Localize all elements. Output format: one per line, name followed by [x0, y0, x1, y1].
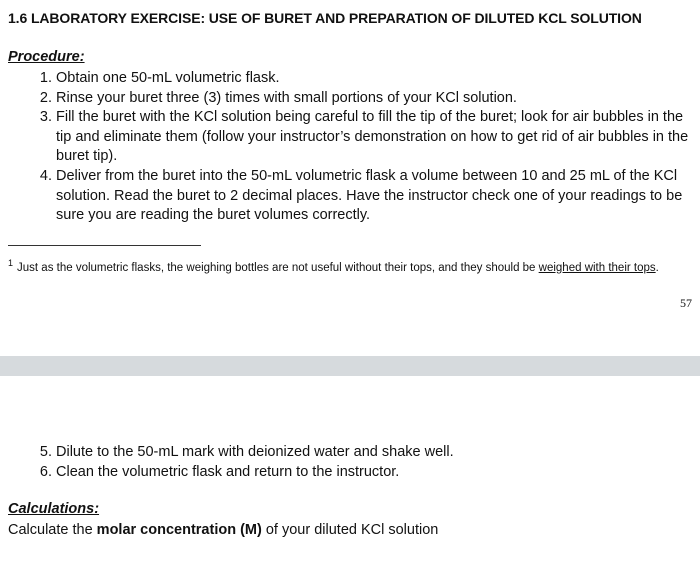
- footnote: [8, 255, 690, 276]
- procedure-list: [0, 69, 696, 226]
- procedure-heading: Procedure:: [8, 49, 85, 65]
- exercise-title: 1.6 LABORATORY EXERCISE: USE OF BURET AND PREPARATION OF DILUTED KCL SOLUTION: [8, 10, 642, 26]
- procedure-step-1: 1. Obtain one 50-mL volumetric flask.: [56, 69, 696, 89]
- footnote-underlined-text: weighed with their tops: [538, 262, 656, 274]
- procedure-step-6: 6. Clean the volumetric flask and return to the instructor.: [56, 463, 696, 483]
- calculations-heading: Calculations:: [8, 501, 100, 517]
- calculations-text-before: Calculate the: [8, 522, 97, 538]
- procedure-list-continued: [0, 443, 696, 482]
- procedure-step-5: 5. Dilute to the 50-mL mark with deionized water and shake well.: [56, 443, 696, 463]
- calculations-text: [8, 522, 438, 538]
- footnote-text: Just as the volumetric flasks, the weighing bottles are not useful without their tops, and they should be: [17, 262, 539, 274]
- calculations-bold-term: molar concentration (M): [96, 522, 262, 538]
- procedure-step-2: 2. Rinse your buret three (3) times with small portions of your KCl solution.: [56, 89, 696, 109]
- page-break-band: [0, 356, 700, 376]
- procedure-step-4: 4. Deliver from the buret into the 50-mL volumetric flask a volume between 10 and 25 mL of the KCl solution. Read the buret to 2 decimal places. Have the instructor check one of your readings to be sure you are reading the buret volumes correctly.: [56, 167, 696, 226]
- footnote-marker: 1: [8, 258, 14, 268]
- footnote-end: .: [655, 262, 659, 274]
- procedure-step-3: 3. Fill the buret with the KCl solution being careful to fill the tip of the buret; look for air bubbles in the tip and eliminate them (follow your instructor’s demonstration on how to get rid of air bubbles in the buret tip).: [56, 108, 696, 167]
- calculations-text-after: of your diluted KCl solution: [261, 522, 439, 538]
- page-number: 57: [680, 296, 692, 310]
- footnote-divider: [8, 245, 201, 246]
